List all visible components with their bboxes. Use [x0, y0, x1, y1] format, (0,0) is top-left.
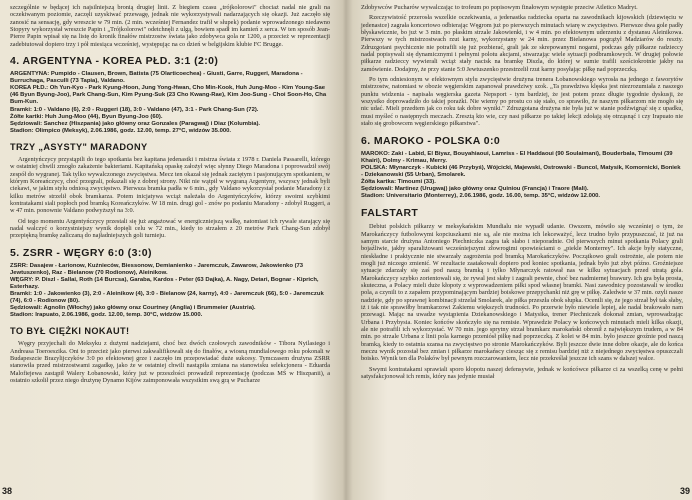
- right-page: [349, 0, 692, 500]
- match-4-line: Sędziowali: Sanchez (Hiszpania) jako główny oraz Gonzales (Paragwaj) i Diaz (Kolumbia).: [10, 120, 261, 127]
- match-6-heading: 6. MAROKO - POLSKA 0:0: [361, 134, 501, 147]
- match-6-line: Sędziowali: Martinez (Urugwaj) jako główny oraz Quiniou (Francja) i Traore (Mali).: [361, 185, 589, 192]
- match-5-line: Sędziowali: Agnolin (Włochy) jako główny oraz Courtney (Anglia) i Brummeier (Austria).: [10, 305, 256, 312]
- article-paragraph: Debiut polskich piłkarzy w meksykańskim Mundialu nie wypadł udanie. Owszem, mówiło się wcześniej o tym, że Marokańczycy futbolowymi kopciuszkami nie są, ale nie można ich lekceważyć, lecz trudno było przypuszczać, iż już na samym starcie drużyna Antoniego Piechniczka zagra tak słabo i nieporadnie. Od pierwszych minut spotkania Polacy grali bojaźliwie, jakby sparaliżowani wcześniejszymi złowrogimi opowieściami o „piekle Monterrey". Ich akcje były statyczne, nieskładne i praktycznie nie stwarzały zagrożenia pod bramką Marokańczyków. Początkowo grali ostrożnie, ale potem nie mogli już niczego zmienić. W rezultacie zaatakowali dopiero pod koniec spotkania, jednak było już zbyt późno. Groźniejsze sytuacje zdarzały się zaś pod naszą bramką i tylko Młynarczyk ratował nas w kilku sytuacjach przed utratą gola. Marokańczycy szybko zorientowali się, że rywal jest słaby i zagrali pewnie, choć bez nadmiernej brawury. Ich gra była prosta, skuteczna, a Polacy mieli duże kłopoty z wyprowadzeniem piłki spod własnej bramki. Nasi zawodnicy pozostawali w środku pola, a czynili to z zapałem przypominającym bardziej boiskowe przepychanki niż grę w piłkę. Zaledwie w 37 min. ozyli nasze nadzieje, gdy po sprawnej kombinacji strzelał Smolarek, ale piłka przeszła obok słupka. Ocenili się, że jego strzał był tak słaby, iż i tak nie sprawiłby bramkarzowi Zakiemu większych trudności. Po przerwie było niewiele lepiej, ale nadal brakowało nam przewagi. Mając na uwadze wystąpienia Dziekanowskiego i Matysika, trener Piechniczek dokonał zmian, wprowadzając Urbana i Przybysia. Koniec końców skończyło się na remisie. Wprawdzie Polacy w końcowych minutach mieli kilka okazji, ale nie potrafili ich wykorzystać. W 70 min. jego sprytny strzał bramkarz marokański obronił z największym trudem, a w 84 min. po strzale Urbana z linii pola karnego przeniósł piłkę nad poprzeczką. Z kolei w 84 min. było jeszcze groźnie pod naszą bramką, kiedy to ostatnia szansa na zwycięstwo po stronie Marokańczyków. Byli jeszcze dwie inne dobre okazje, ale do końca meczu wynik pozostał bez zmian i piłkarze marokańscy ciesząc się z remisu bardziej niż z niejednego zwycięstwa opuszczali boisko. Wynik ten dla Polaków był pewnym rozczarowaniem, lecz nie przekreślał jeszcze ich szans w dalszej walce.: [361, 223, 683, 363]
- article-paragraph: Swymi kontratakami sprawiali sporo kłopotu naszej defensywie, jednak w końcówce piłkarze ci za wszelką cenę w pełni satysfakcjonował ich remis, który nas jedynie musiał: [361, 365, 683, 381]
- match-6-line: Stadion: Universitario (Monterrey), 2.06.1986, godz. 16.00, temp. 35°C, widzów 12.000.: [361, 193, 601, 200]
- match-4-heading: 4. ARGENTYNA - KOREA PŁD. 3:1 (2:0): [10, 55, 219, 68]
- match-6-details: [361, 151, 683, 201]
- left-page: [0, 0, 338, 500]
- match-6-line: Żółta kartka: Timoumi (33).: [361, 178, 436, 185]
- article-paragraph: Węgry przyjechali do Meksyku z dużymi nadziejami, choć bez dwóch czołowych zawodników - Tibora Nyilasiego i Andreasa Toeroeszika. Oni to przecież jako pierwsi zakwalifikowali się do finałów, a wiosną mundialowego roku pokonali w Budapeszcie Brazylijczyków 3:0 po efektownej grze i zaczęło im przepowiadać duże sukcesy. Tymczasem drużyna ZSRR stanowiła przed mistrzostwami zagadkę, jako że w ostatniej chwili nastąpiła zmiana na stanowisku selekcjonera - Eduarda Malofiejewa zastąpił Walery Łobanowski, który już w przeszłości prowadził reprezentację (podczas MŚ w Hiszpanii), a ostatnio szkolił przez niego drużynę Dynamo Kijów zaimponowała wszystkim swą grą w Pucharze: [10, 340, 330, 385]
- page-number-right: 39: [679, 486, 690, 496]
- match-4-line: Stadion: Olimpico (Meksyk), 2.06.1986, godz. 12.00, temp. 27°C, widzów 35.000.: [10, 127, 232, 134]
- ciezki-nokaut-heading: TO BYŁ CIĘŻKI NOKAUT!: [10, 326, 130, 337]
- left-column: [10, 4, 330, 388]
- match-4-line: Żółte kartki: Huh Jung-Moo (44), Byun Byung-Joo (60).: [10, 113, 163, 120]
- right-column: [361, 4, 683, 383]
- article-paragraph: Argentyńczycy przystąpili do tego spotkania bez kapitana jedenastki i mistrza świata z 1978 r. Daniela Passarelli, którego w ostatniej chwili zmogło zakażenie bakteriami. Kapitańską opaskę założył więc słynny Diego Maradona i poprowadził swój zespół do wygranej. Tak tylko wywalczonego zwycięstwa. Mecz ten okazał się jednak zaciętym i pasjonującym spotkaniem, w którym Koreańczycy, choć przegrali, pokazali się z dobrej strony. Nikt nie wątpił w wygraną Argentyny, wszyscy jednak byli ciekawi, w jakim stylu odniosą zwycięstwo. Pierwsza bramka padła w 6 min., gdy Valdano wykorzystał podanie Maradony i z kilku metrów strzelił obok bramkarza. Potem inicjatywa wciąż należała do Argentyńczyków, którzy swoimi szybkimi kontratakami siali popłoch pod bramką Koreańczyków. W 18 min. drugi gol - znów po podaniu Maradony - zdobył Ruggeri, a w 47 min. ponownie Valdano podwyższył na 3:0.: [10, 155, 330, 215]
- match-4-details: [10, 71, 330, 135]
- falstart-heading: FALSTART: [361, 207, 419, 220]
- match-6-line: MAROKO: Zaki - Labid, El Biyaz, Bouyahiaoui, Lamriss - El Haddaoui (90 Soulaimani), Bouderbala, Timoumi (39 Khairi), Dolmy - Krimau, Merry.: [361, 150, 673, 164]
- trzy-asysty-heading: TRZY „ASYSTY" MARADONY: [10, 141, 148, 152]
- article-paragraph: Rzeczywistość przerosła wszelkie oczekiwania, a jedenastka radziecka oparta na zawodnikach kijowskich (dziewięciu w jedenastce) zagrała koncertowo odbierając Węgrom już po pierwszych minutach wiarę w zwycięstwo. Pierwsze dwa gole padły błyskawicznie, bo już w 3 min. po płaskim strzale Jakowienki, i w 4 min. po efektownym uderzeniu z dystansu Aleinikowa. Pierwszy w tych mistrzostwach rzut karny, wykorzystany w 24 min. przez Bielanowa pogrążył Madziarów do reszty. Zdruzgotani psychicznie nie potrafili się już pozbierać, grali jak ze skrepowanymi nogami, podczas gdy piłkarze radzieccy nadal popisywali się dynamicznymi i pełnymi polotu akcjami, stwarzając wiele sytuacji podbramkowych. W drugiej połowie piłkarze radzieccy wywierali wciąż stały nacisk na bramkę Diszla, do której w sumie trafili sześciokrotnie jakby na zamówienie. Dodajmy, że przy stanie 5:0 Jewtuszenko przestrzelił rzut karny posyłając piłkę nad poprzeczką.: [361, 14, 683, 73]
- match-5-line: ZSRR: Dasajew - Łarionow, Kuźnieców, Biessonow, Demianienko - Jaremczuk, Zawarow, Jakowienko (73 Jewtuszenko), Raz - Bielanow (70 Rodionow), Aleinikow.: [10, 262, 304, 276]
- match-6-line: POLSKA: Młynarczyk - Kubicki (46 Przybyś), Wójcicki, Majewski, Ostrowski - Buncol, Matysik, Komornicki, Boniek - Dziekanowski (55 Urban), Smolarek.: [361, 164, 681, 178]
- intro-paragraph: szczególnie w będącej ich najsilniejszą bronią drugiej linii. Z biegiem czasu „trójkolorowi" chociaż nadal nie grali na oczekiwanym poziomie, zaczęli uzyskiwać przewagę, jednak nie wykorzystywali nadarzających się okazji. Już zaczęło się zanosić na sensację, gdy wreszcie w 79 min. (2 min. wcześniej Fernandez trafił w słupek) podanie wprowadzonego niedawno Stopyry wykorzystał wreszcie Papin i „Trójkolorowi" odetchnęli z ulgą, bowiem spadł im kamień z serca. W ten sposób Jean-Pierre Papin wpisał się na listę do kronik finałów mistrzostw świata jako zdobywca gola nr 1200, a przecież w reprezentacji zadebiutował dopiero trzy i pół miesiąca wcześniej, występując na co dzień w belgijskim klubie FC Brugge.: [10, 4, 330, 48]
- page-number-left: 38: [2, 486, 13, 496]
- article-paragraph: Zdobywców Pucharów wywalczając to trofeum po popisowym finałowym występie przeciw Atletico Madryt.: [361, 4, 638, 11]
- match-4-line: ARGENTYNA: Pumpido - Clausen, Brown, Batista (75 Olarticoechea) - Giusti, Garre, Ruggeri, Maradona - Burruchaga, Pasculli (73 Tapia), Valdano.: [10, 71, 303, 85]
- match-5-line: Stadion: Irapuato, 2.06.1986, godz. 12.00, temp. 30°C, widzów 15.000.: [10, 312, 203, 319]
- match-5-details: [10, 263, 330, 320]
- article-paragraph: Od tego momentu Argentyńczycy przestali się już angażować w energiczniejszą walkę, natomiast ich rywale starający się nadal walczyć o korzystniejszy wynik dopięli celu w 72 min., kiedy to strzałem z 20 metrów Park Chang-Sun zdobył przepiękną bramkę zaliczaną do najładniejszych goli turnieju.: [10, 217, 330, 240]
- article-paragraph: Po tym odniesionym w efektownym stylu zwycięstwie drużyna trenera Łobanowskiego wyrosła na jednego z faworytów mistrzostw, natomiast w obozie węgierskim zapanował prawdziwy szok. „Ta prawdziwa klęska jest niezrozumiała z naszego punktu widzenia - napisała węgierska gazeta Nepsport - tym bardziej, że jest potem przez długie tygodnie dyskusji, że wszystko doprowadziło do takiej porażki. Nie wiemy po prostu co się stało, co sprawiło, że naszym piłkarzom nie mogło się nic udać. Mieli przedtem jak co roku tak dobre wyniki." Zdruzgotana drużyna nie była już w stanie podźwignąć się z upadku, musi myśleć o następnych meczach. Zresztą kto wie, czy nasi piłkarze po takiej lekcji zdołają się otrząsnąć i czy Irapuato nie stało się grobowcem węgierskiego piłkarstwa".: [361, 76, 683, 128]
- match-4-line: KOREA PŁD.: Oh Yun-Kyo - Park Kyung-Hoon, Jung Yong-Hwan, Cho Min-Kook, Huh Jung-Moo - Kim Young-Sae (46 Byun Byung-Joo), Park Chang-Sun, Kim Pyung-Suk (23 Cho Kwang-Rae), Kim Joo-Sung - Choi Soon-Ho, Cha Bum-Kun.: [10, 85, 327, 106]
- match-4-line: Bramki: 1:0 - Valdano (6), 2:0 - Ruggeri (18), 3:0 - Valdano (47), 3:1 - Park Chang-Sun (72).: [10, 106, 259, 113]
- match-5-heading: 5. ZSRR - WĘGRY 6:0 (3:0): [10, 246, 152, 259]
- match-5-line: WĘGRY: P. Diszl - Sallai, Roth (14 Burcsa), Garaba, Kardos - Peter (63 Dajka), A. Nagy, Detari, Bognar - Kiprich, Esterhazy.: [10, 276, 319, 290]
- match-5-line: Bramki: 1:0 - Jakowienko (3), 2:0 - Aleinikow (4), 3:0 - Bielanow (24, karny), 4:0 - Jaremczuk (66), 5:0 - Jaremczuk (74), 6:0 - Rodionow (80).: [10, 291, 324, 305]
